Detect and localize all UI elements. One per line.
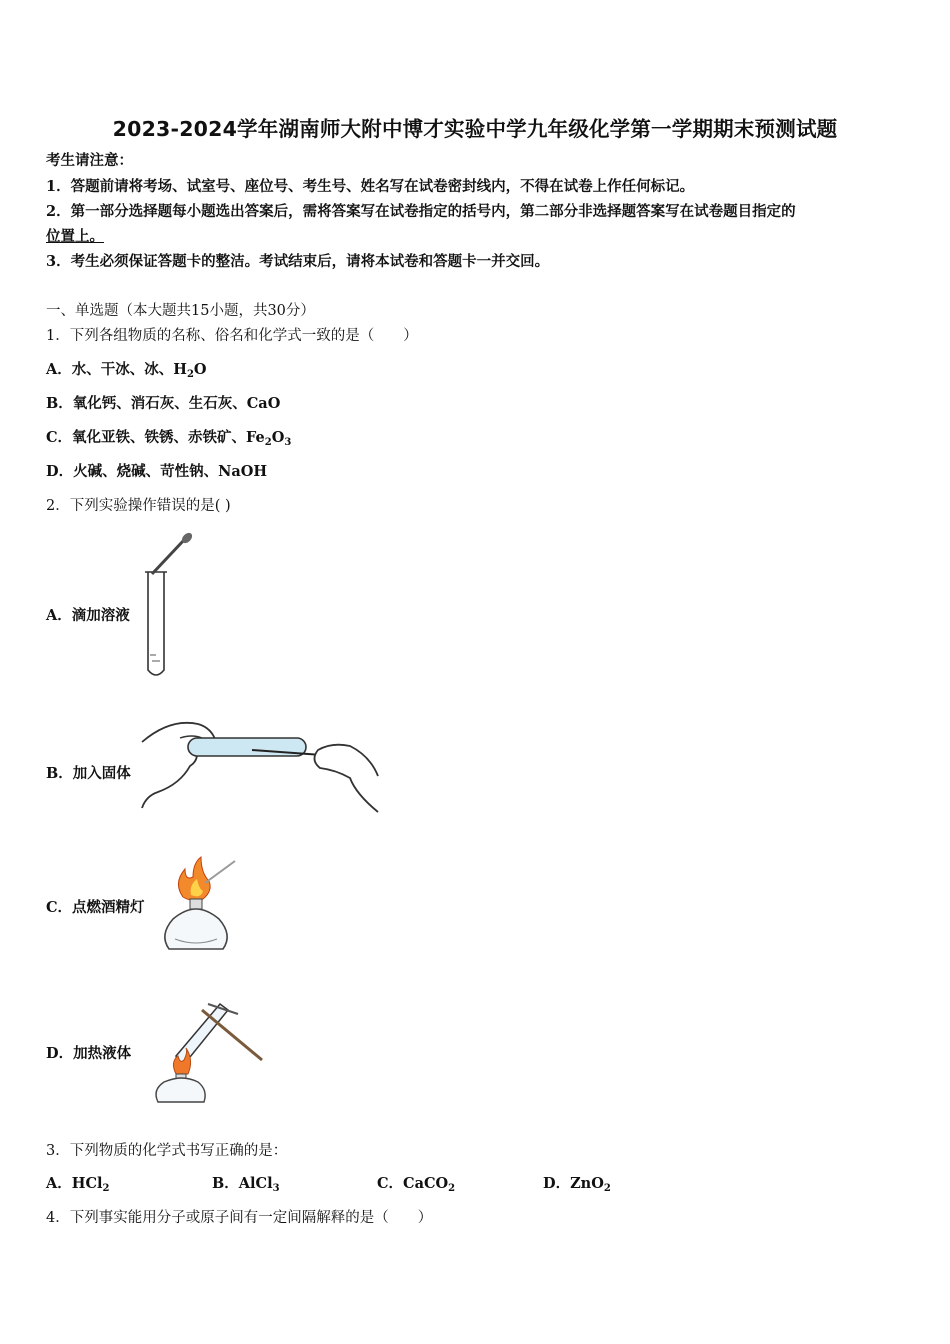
q3-option-a xyxy=(46,1174,109,1194)
q1-c-text: C．氧化亚铁、铁锈、赤铁矿、 xyxy=(46,429,247,446)
notice-item-2-cont xyxy=(46,227,104,247)
notice-item-2-underlined: 位置上。 xyxy=(46,228,104,245)
alcohol-lamp-icon xyxy=(165,899,227,949)
section-heading: 一、单选题（本大题共15小题，共30分） xyxy=(46,303,315,319)
q3-b-sub: 3 xyxy=(272,1183,280,1194)
left-hand-icon xyxy=(142,723,216,808)
q1-c-fe: Fe xyxy=(246,429,265,446)
q3-a-sub: 2 xyxy=(102,1183,110,1194)
light-alcohol-lamp-illustration xyxy=(155,855,245,955)
q2-option-d: D．加热液体 xyxy=(46,1045,132,1062)
q2-option-b: B．加入固体 xyxy=(46,765,131,782)
q3-c-sub: 2 xyxy=(448,1183,456,1194)
q1-option-d: D．火碱、烧碱、苛性钠、NaOH xyxy=(46,463,268,480)
q1-a-formula-end: O xyxy=(193,361,207,378)
q1-option-a xyxy=(46,360,207,380)
q3-b-formula: AlCl xyxy=(238,1175,273,1192)
inclined-test-tube-icon xyxy=(176,1004,228,1064)
q3-d-sub: 2 xyxy=(603,1183,611,1194)
q3-stem: 3．下列物质的化学式书写正确的是： xyxy=(46,1143,288,1159)
q3-d-formula: ZnO xyxy=(570,1175,604,1192)
q2-option-c: C．点燃酒精灯 xyxy=(46,899,145,916)
notice-heading: 考生请注意： xyxy=(46,152,133,169)
q3-d-label: D． xyxy=(543,1175,571,1192)
q1-a-formula: H xyxy=(173,361,187,378)
notice-item-2: 2．第一部分选择题每小题选出答案后，需将答案写在试卷指定的括号内，第二部分非选择题答案写在试卷题目指定的 xyxy=(46,203,796,220)
page-title: 2023-2024学年湖南师大附中博才实验中学九年级化学第一学期期末预测试题 xyxy=(112,117,838,141)
q3-a-formula: HCl xyxy=(71,1175,103,1192)
q1-c-sub1: 2 xyxy=(264,437,272,448)
dropper-icon xyxy=(152,531,194,574)
notice-item-1: 1．答题前请将考场、试室号、座位号、考生号、姓名写在试卷密封线内，不得在试卷上作任何标记。 xyxy=(46,178,695,195)
dropper-test-tube-illustration xyxy=(140,530,200,680)
q4-stem: 4．下列事实能用分子或原子间有一定间隔解释的是（ ） xyxy=(46,1210,433,1226)
q2-stem: 2．下列实验操作错误的是( ) xyxy=(46,498,231,514)
q1-a-text: A．水、干冰、冰、 xyxy=(46,361,174,378)
match-icon xyxy=(205,861,235,883)
q3-c-label: C． xyxy=(377,1175,404,1192)
q1-stem: 1．下列各组物质的名称、俗名和化学式一致的是（ ） xyxy=(46,328,418,344)
add-solid-illustration xyxy=(140,712,380,822)
alcohol-lamp-icon xyxy=(156,1074,205,1102)
heat-liquid-illustration xyxy=(150,990,270,1105)
q1-option-b: B．氧化钙、消石灰、生石灰、CaO xyxy=(46,395,281,412)
q3-a-label: A． xyxy=(46,1175,72,1192)
q3-option-b xyxy=(212,1174,280,1194)
q1-option-c xyxy=(46,428,291,448)
q3-option-c xyxy=(377,1174,455,1194)
notice-item-3: 3．考生必须保证答题卡的整洁。考试结束后，请将本试卷和答题卡一并交回。 xyxy=(46,253,550,270)
q3-c-formula: CaCO xyxy=(403,1175,449,1192)
right-hand-icon xyxy=(314,745,378,812)
q2-option-a: A．滴加溶液 xyxy=(46,607,130,624)
q1-c-o: O xyxy=(271,429,285,446)
q1-c-sub2: 3 xyxy=(284,437,292,448)
q3-b-label: B． xyxy=(212,1175,239,1192)
q3-option-d xyxy=(543,1174,611,1194)
q1-a-sub: 2 xyxy=(186,369,194,380)
flame-icon xyxy=(178,857,210,901)
test-tube-icon xyxy=(145,572,167,675)
